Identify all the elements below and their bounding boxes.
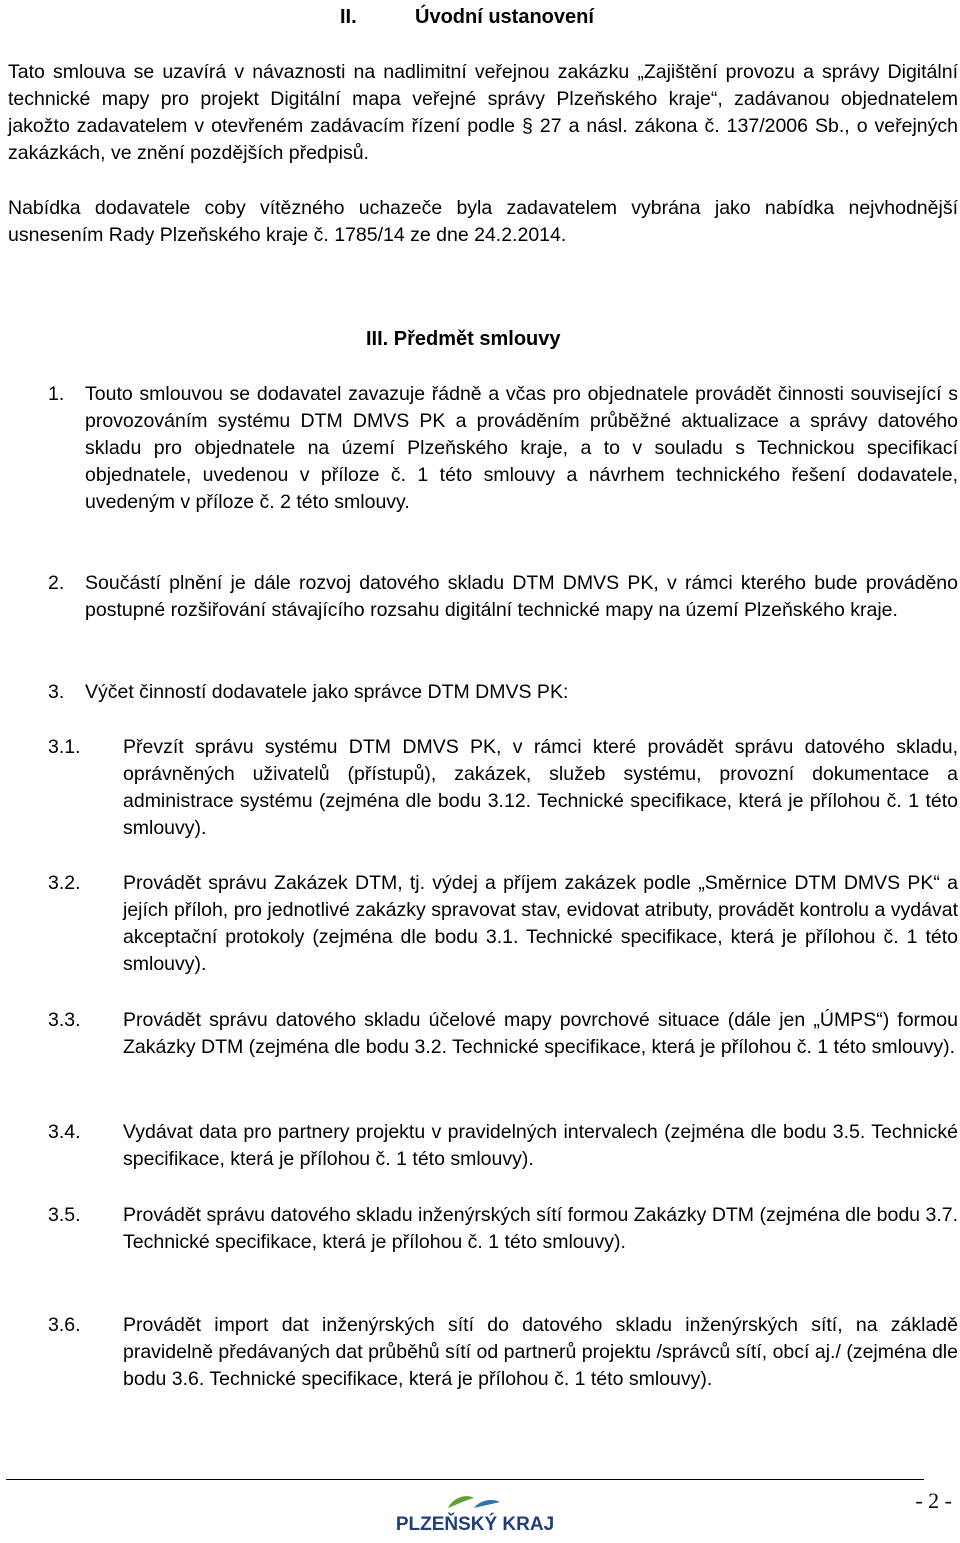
item-text: Součástí plnění je dále rozvoj datového skladu DTM DMVS PK, v rámci kterého bude prováděno postupné rozšiřování stávajícího rozsahu digitální technické mapy na území Plzeňského kraje. [85, 572, 958, 621]
page-number: - 2 - [915, 1488, 952, 1513]
leaf-icon [448, 1496, 500, 1508]
sub-item-number: 3.5. [48, 1204, 81, 1226]
sub-item-number: 3.6. [48, 1314, 81, 1336]
intro-paragraph: Tato smlouva se uzavírá v návaznosti na nadlimitní veřejnou zakázku „Zajištění provozu a správy Digitální technické mapy pro projekt Digitální mapa veřejné správy Plzeňského kraje“, zadávanou objednatelem jakožto zadavatelem v otevřeném zadávacím řízení podle § 27 a násl. zákona č. 137/2006 Sb., o veřejných zakázkách, ve znění pozdějších předpisů. [8, 61, 958, 164]
logo-wordmark: PLZEŇSKÝ KRAJ [395, 1514, 555, 1535]
sub-item-number: 3.3. [48, 1009, 81, 1031]
sub-item-number: 3.1. [48, 736, 81, 758]
item-number: 1. [48, 383, 65, 405]
section-numeral: II. [340, 6, 357, 28]
sub-item-number: 3.4. [48, 1121, 81, 1143]
selection-paragraph: Nabídka dodavatele coby vítězného uchazeče byla zadavatelem vybrána jako nabídka nejvhodnější usnesením Rady Plzeňského kraje č. 1785/14 ze dne 24.2.2014. [8, 197, 958, 246]
item-text: Výčet činností dodavatele jako správce DTM DMVS PK: [85, 681, 569, 703]
plzensky-kraj-logo [370, 1492, 580, 1540]
item-number: 2. [48, 572, 65, 594]
footer-divider [6, 1479, 924, 1480]
sub-item-number: 3.2. [48, 872, 81, 894]
section-heading-subject: III. Předmět smlouvy [366, 328, 561, 350]
sub-item-text: Provádět import dat inženýrských sítí do datového skladu inženýrských sítí, na základě pravidelně předávaných dat průběhů sítí od partnerů projektu /správců sítí, obcí aj./ (zejména dle bodu 3.6. Technické specifikace, která je přílohou č. 1 této smlouvy). [123, 1314, 958, 1390]
sub-item-text: Provádět správu datového skladu inženýrských sítí formou Zakázky DTM (zejména dle bodu 3.7. Technické specifikace, která je přílohou č. 1 této smlouvy). [123, 1204, 958, 1253]
sub-item-text: Vydávat data pro partnery projektu v pravidelných intervalech (zejména dle bodu 3.5. Technické specifikace, která je přílohou č. 1 této smlouvy). [123, 1121, 958, 1170]
sub-item-text: Provádět správu datového skladu účelové mapy povrchové situace (dále jen „ÚMPS“) formou Zakázky DTM (zejména dle bodu 3.2. Technické specifikace, která je přílohou č. 1 této smlouvy). [123, 1009, 958, 1058]
section-title: Úvodní ustanovení [415, 6, 594, 28]
item-number: 3. [48, 681, 65, 703]
item-text: Touto smlouvou se dodavatel zavazuje řádně a včas pro objednatele provádět činnosti související s provozováním systému DTM DMVS PK a prováděním průběžné aktualizace a správy datového skladu pro objednatele na území Plzeňského kraje, a to v souladu s Technickou specifikací objednatele, uvedenou v příloze č. 1 této smlouvy a návrhem technického řešení dodavatele, uvedeným v příloze č. 2 této smlouvy. [85, 383, 958, 513]
sub-item-text: Provádět správu Zakázek DTM, tj. výdej a příjem zakázek podle „Směrnice DTM DMVS PK“ a jejích příloh, pro jednotlivé zakázky spravovat stav, evidovat atributy, provádět kontrolu a vydávat akceptační protokoly (zejména dle bodu 3.1. Technické specifikace, která je přílohou č. 1 této smlouvy). [123, 872, 958, 975]
sub-item-text: Převzít správu systému DTM DMVS PK, v rámci které provádět správu datového skladu, oprávněných uživatelů (přístupů), zakázek, služeb systému, provozní dokumentace a administrace systému (zejména dle bodu 3.12. Technické specifikace, která je přílohou č. 1 této smlouvy). [123, 736, 958, 839]
